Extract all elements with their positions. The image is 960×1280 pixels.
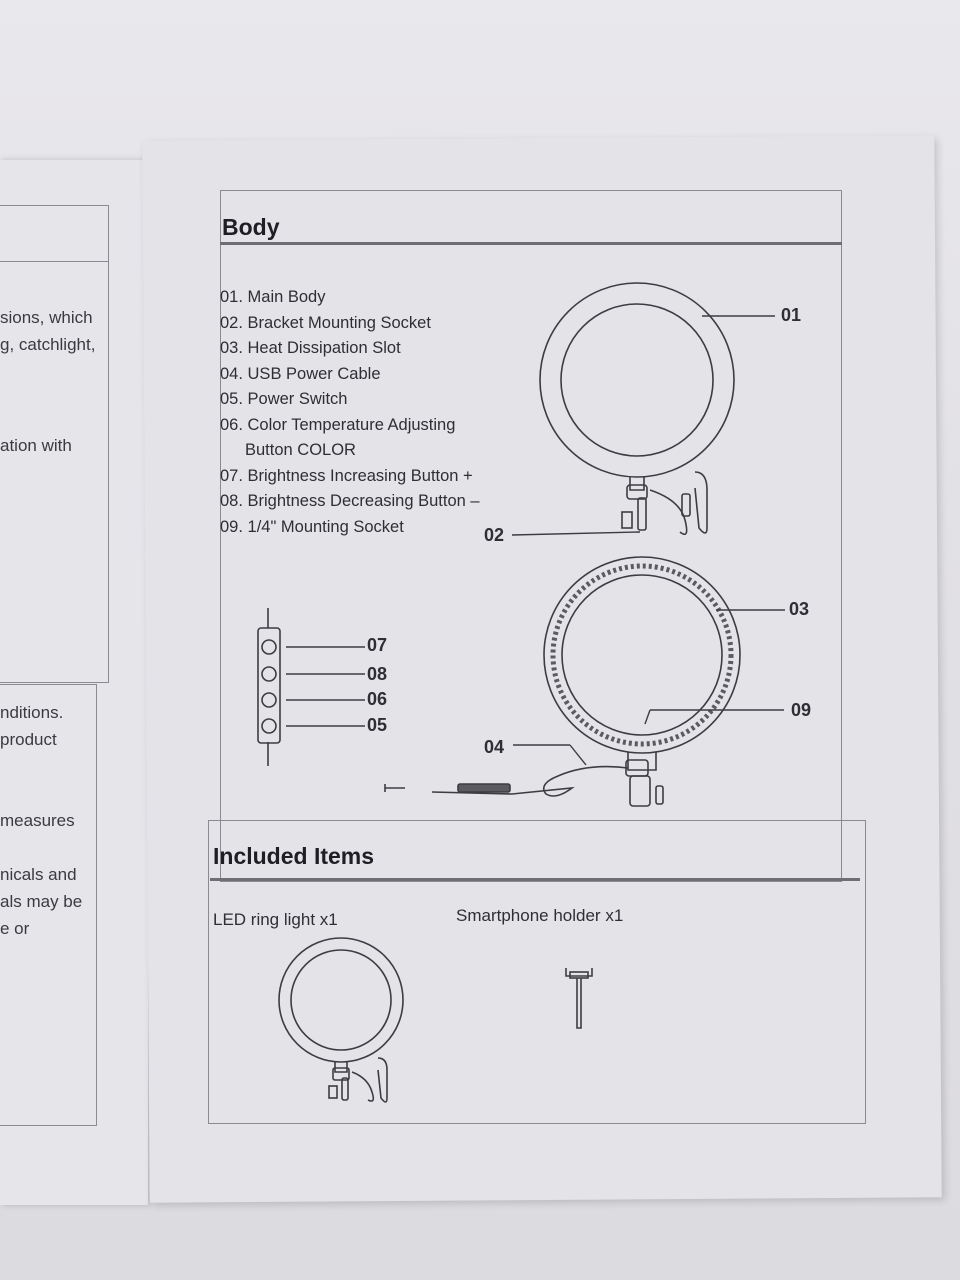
part-item: 09. 1/4" Mounting Socket xyxy=(220,517,404,536)
part-item: 04. USB Power Cable xyxy=(220,364,381,383)
part-item: 06. Color Temperature Adjusting xyxy=(220,415,456,434)
left-fragment: e or xyxy=(0,919,30,938)
part-item: 02. Bracket Mounting Socket xyxy=(220,313,431,332)
callout-05: 05 xyxy=(367,715,388,735)
part-item: 08. Brightness Decreasing Button – xyxy=(220,492,480,510)
left-fragment: sions, which xyxy=(0,308,93,327)
part-item-continuation: Button COLOR xyxy=(245,441,356,459)
body-section-title: Body xyxy=(222,214,280,240)
callout-01: 01 xyxy=(781,305,802,325)
left-fragment: nicals and xyxy=(0,865,77,884)
part-item: 07. Brightness Increasing Button + xyxy=(220,466,473,485)
left-fragment: nditions. xyxy=(0,703,64,722)
ring-light-icon xyxy=(279,938,403,1102)
left-fragment: ation with xyxy=(0,436,72,455)
left-fragment: measures xyxy=(0,811,75,830)
callout-06: 06 xyxy=(367,689,388,709)
included-item-label: Smartphone holder x1 xyxy=(456,906,624,925)
callout-04: 04 xyxy=(484,737,505,757)
part-item: 05. Power Switch xyxy=(220,390,348,408)
part-item: 01. Main Body xyxy=(220,288,326,306)
part-item: 03. Heat Dissipation Slot xyxy=(220,339,401,357)
callout-02: 02 xyxy=(484,525,505,545)
left-fragment: product xyxy=(0,730,57,749)
left-fragment: g, catchlight, xyxy=(0,335,96,354)
included-item-label: LED ring light x1 xyxy=(213,910,338,929)
callout-07: 07 xyxy=(367,635,388,655)
callout-03: 03 xyxy=(789,599,810,619)
callout-08: 08 xyxy=(367,664,388,684)
included-section-title: Included Items xyxy=(213,843,375,869)
smartphone-holder-icon xyxy=(566,968,592,1028)
left-fragment: als may be xyxy=(0,892,83,911)
callout-09: 09 xyxy=(791,700,812,720)
